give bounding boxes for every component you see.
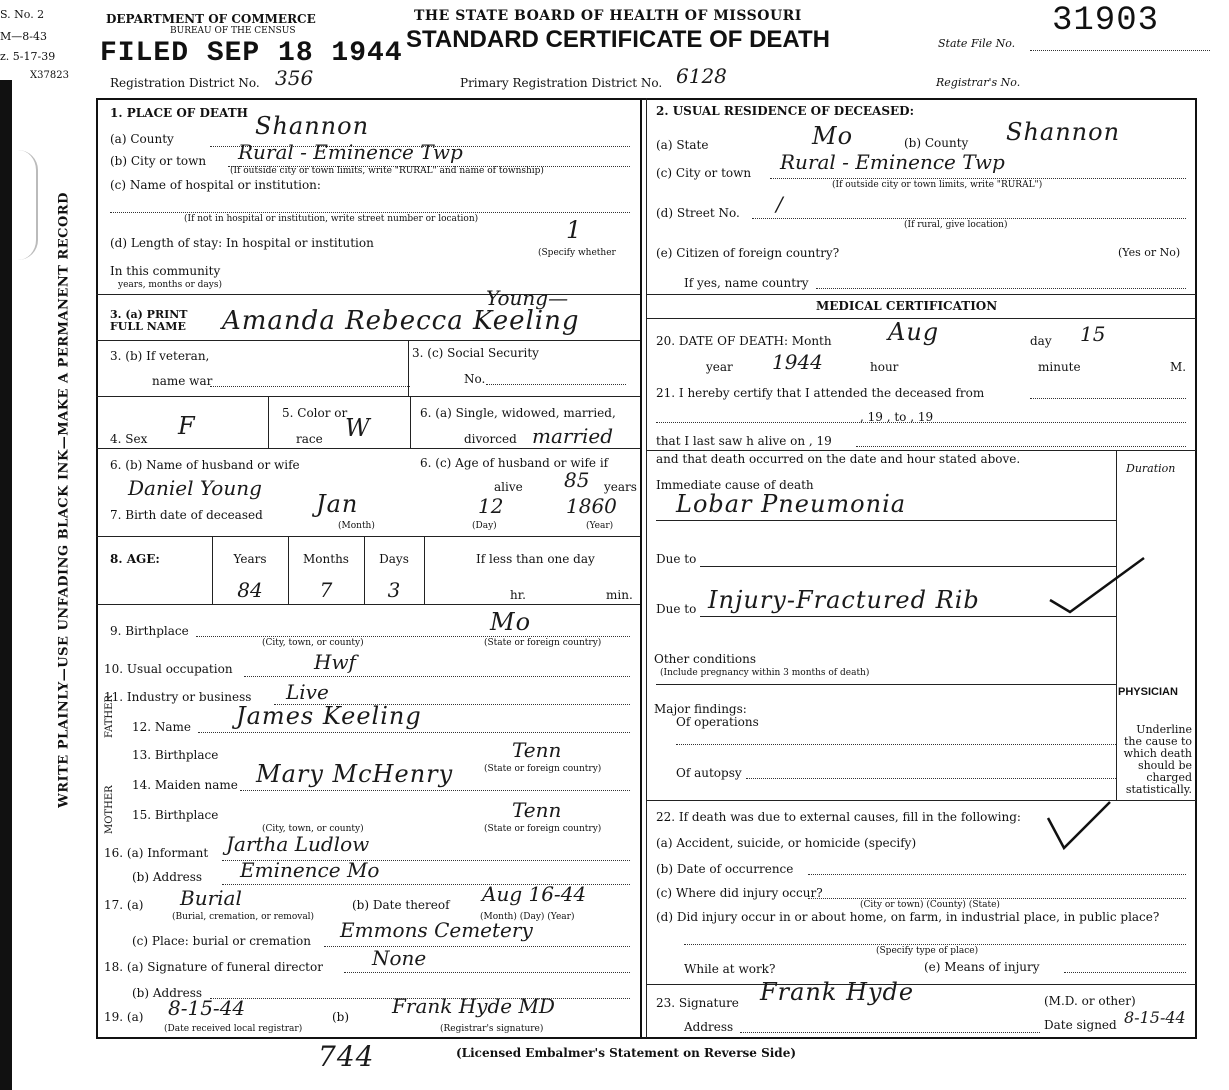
min-label: min.: [606, 588, 633, 602]
divorced-label: divorced: [464, 432, 517, 446]
underline-note: Underline the cause to which death should be charged statistically.: [1123, 723, 1192, 796]
birthplace-city-note: (City, town, or county): [262, 638, 364, 648]
citizen-label: (e) Citizen of foreign country?: [656, 246, 840, 260]
bottom-number: 744: [318, 1040, 375, 1073]
city-note: (If outside city or town limits, write "RURAL" and name of township): [230, 166, 544, 176]
date-thereof-value: Aug 16-44: [482, 882, 587, 906]
residence-county-label: (b) County: [904, 136, 969, 150]
father-name-label: 12. Name: [132, 720, 192, 734]
birthplace-label: 9. Birthplace: [110, 624, 189, 638]
color-label: 5. Color or: [282, 406, 348, 420]
death-day-value: 15: [1080, 322, 1106, 346]
funeral-director-label: 18. (a) Signature of funeral director: [104, 960, 323, 974]
age-years-label: Years: [233, 552, 267, 566]
age-months-label: Months: [303, 552, 349, 566]
specify-whether: (Specify whether: [538, 248, 616, 258]
death-year-value: 1944: [772, 350, 823, 374]
md-other-label: (M.D. or other): [1044, 994, 1136, 1008]
birth-year-label: (Year): [586, 521, 614, 531]
residence-label: 2. USUAL RESIDENCE OF DECEASED:: [656, 104, 915, 118]
husband-value: Daniel Young: [128, 476, 262, 500]
filed-stamp: FILED SEP 18 1944: [100, 38, 403, 69]
birth-date-label: 7. Birth date of deceased: [110, 508, 263, 522]
due-to-value: Injury-Fractured Rib: [708, 586, 980, 614]
father-name-value: James Keeling: [236, 702, 422, 730]
place-burial-label: (c) Place: burial or cremation: [132, 934, 311, 948]
board-title: THE STATE BOARD OF HEALTH OF MISSOURI: [414, 8, 802, 24]
city-value: Rural - Eminence Twp: [238, 140, 463, 164]
certify-from-line: , 19 , to , 19: [860, 410, 934, 424]
age-years-value: 84: [237, 578, 263, 602]
checkmark-icon: [1040, 550, 1150, 620]
informant-address-value: Eminence Mo: [240, 858, 380, 882]
duration-label: Duration: [1126, 462, 1176, 475]
major-findings-label: Major findings:: [654, 702, 747, 716]
immediate-cause-value: Lobar Pneumonia: [676, 490, 907, 518]
birth-year-value: 1860: [566, 494, 617, 518]
street-note: (If rural, give location): [904, 220, 1008, 230]
funeral-director-value: None: [372, 946, 427, 970]
hospital-note: (If not in hospital or institution, write street number or location): [184, 214, 479, 224]
while-at-work-label: While at work?: [684, 962, 776, 976]
name-label-a: 3. (a) PRINT: [110, 308, 188, 321]
operations-label: Of operations: [676, 715, 759, 729]
occupation-label: 10. Usual occupation: [104, 662, 233, 676]
certificate-number: 31903: [1052, 2, 1160, 40]
signature-value: Frank Hyde: [760, 978, 915, 1006]
registrar-sig-value: Frank Hyde MD: [392, 994, 555, 1018]
bureau-label: BUREAU OF THE CENSUS: [170, 26, 296, 36]
received-value: 8-15-44: [168, 996, 246, 1020]
last-saw-label: that I last saw h alive on , 19: [656, 434, 832, 448]
margin-vertical-text: WRITE PLAINLY—USE UNFADING BLACK INK—MAKE A PERMANENT RECORD: [56, 192, 72, 808]
margin-code1: M—8-43: [0, 30, 47, 43]
primary-district-value: 6128: [676, 64, 727, 88]
street-value: /: [776, 192, 783, 216]
margin-code3: X37823: [30, 70, 69, 81]
reg-district-value: 356: [275, 66, 314, 90]
name-label-b: FULL NAME: [110, 320, 186, 333]
registrar-sig-label: (b): [332, 1010, 350, 1024]
death-m-label: M.: [1170, 360, 1187, 374]
name-above: Young—: [486, 286, 569, 310]
binding-mark: [14, 150, 38, 260]
age-months-value: 7: [319, 578, 333, 602]
residence-county-value: Shannon: [1006, 118, 1121, 146]
death-day-label: day: [1030, 334, 1052, 348]
registrar-sig-note: (Registrar's signature): [440, 1024, 544, 1034]
mother-birthplace-label: 15. Birthplace: [132, 808, 219, 822]
date-thereof-note: (Month) (Day) (Year): [480, 912, 575, 922]
due-to-label-2: Due to: [656, 602, 697, 616]
funeral-address-label: (b) Address: [132, 986, 203, 1000]
residence-city-value: Rural - Eminence Twp: [780, 150, 1005, 174]
death-hour-label: hour: [870, 360, 899, 374]
other-conditions-label: Other conditions: [654, 652, 757, 666]
place-burial-value: Emmons Cemetery: [340, 918, 533, 942]
age-label: 8. AGE:: [110, 552, 160, 566]
physician-address-label: Address: [684, 1020, 734, 1034]
race-label: race: [296, 432, 323, 446]
other-conditions-note: (Include pregnancy within 3 months of death): [660, 668, 870, 678]
burial-label: 17. (a): [104, 898, 144, 912]
veteran-label: 3. (b) If veteran,: [110, 349, 210, 363]
county-value: Shannon: [255, 112, 370, 140]
burial-note: (Burial, cremation, or removal): [172, 912, 315, 922]
where-injury-note: (City or town) (County) (State): [860, 900, 1000, 910]
birthplace-state-note: (State or foreign country): [484, 638, 602, 648]
state-file-label: State File No.: [938, 37, 1016, 50]
street-label: (d) Street No.: [656, 206, 740, 220]
due-to-label-1: Due to: [656, 552, 697, 566]
informant-label: 16. (a) Informant: [104, 846, 209, 860]
death-year-label: year: [706, 360, 733, 374]
age-days-label: Days: [379, 552, 409, 566]
autopsy-label: Of autopsy: [676, 766, 742, 780]
margin-s-no: S. No. 2: [0, 8, 45, 21]
social-no-label: No.: [464, 372, 486, 386]
physician-label: PHYSICIAN: [1118, 686, 1178, 698]
informant-address-label: (b) Address: [132, 870, 203, 884]
means-injury-label: (e) Means of injury: [924, 960, 1040, 974]
primary-district-label: Primary Registration District No.: [460, 76, 663, 90]
margin-code2: z. 5-17-39: [0, 50, 56, 63]
birth-day-label: (Day): [472, 521, 497, 531]
age-husband-label: 6. (c) Age of husband or wife if: [420, 456, 609, 470]
city-label: (b) City or town: [110, 154, 207, 168]
residence-city-note: (If outside city or town limits, write "RURAL"): [832, 180, 1043, 190]
stay-value: 1: [566, 216, 583, 244]
home-injury-label: (d) Did injury occur in or about home, on farm, in industrial place, in public place?: [656, 910, 1160, 924]
received-note: (Date received local registrar): [164, 1024, 303, 1034]
father-birthplace-label: 13. Birthplace: [132, 748, 219, 762]
burial-value: Burial: [180, 886, 242, 910]
residence-state-value: Mo: [812, 122, 854, 150]
father-state-note: (State or foreign country): [484, 764, 602, 774]
mother-side-label: MOTHER: [104, 785, 115, 834]
sex-value: F: [178, 412, 196, 440]
stay-label: (d) Length of stay: In hospital or institution: [110, 236, 374, 250]
registrar-no-label: Registrar's No.: [936, 76, 1021, 89]
hospital-label: (c) Name of hospital or institution:: [110, 178, 321, 192]
signature-label: 23. Signature: [656, 996, 739, 1010]
occupation-value: Hwf: [314, 650, 356, 674]
external-causes-label: 22. If death was due to external causes, fill in the following:: [656, 810, 1021, 824]
maiden-label: 14. Maiden name: [132, 778, 238, 792]
date-signed-value: 8-15-44: [1124, 1008, 1186, 1027]
informant-value: Jartha Ludlow: [226, 832, 370, 856]
date-signed-label: Date signed: [1044, 1018, 1117, 1032]
where-injury-label: (c) Where did injury occur?: [656, 886, 823, 900]
certificate-title: STANDARD CERTIFICATE OF DEATH: [406, 26, 830, 53]
marital-label: 6. (a) Single, widowed, married,: [420, 406, 616, 420]
residence-state-label: (a) State: [656, 138, 709, 152]
date-thereof-label: (b) Date thereof: [352, 898, 450, 912]
mother-city-note: (City, town, or county): [262, 824, 364, 834]
birth-month-value: Jan: [316, 490, 359, 518]
birthplace-value: Mo: [490, 608, 532, 636]
race-value: W: [345, 414, 371, 442]
community-label: In this community: [110, 264, 221, 278]
certify-label: 21. I hereby certify that I attended the deceased from: [656, 386, 985, 400]
occurred-label: and that death occurred on the date and hour stated above.: [656, 452, 1021, 466]
age-husband-value: 85: [564, 468, 590, 492]
specify-place-note: (Specify type of place): [876, 946, 979, 956]
checkmark-icon-2: [1040, 796, 1120, 856]
sex-label: 4. Sex: [110, 432, 148, 446]
name-war-label: name war: [152, 374, 213, 388]
death-minute-label: minute: [1038, 360, 1081, 374]
mother-birthplace-value: Tenn: [512, 798, 562, 822]
occurrence-label: (b) Date of occurrence: [656, 862, 794, 876]
birth-month-label: (Month): [338, 521, 375, 531]
community-note: years, months or days): [118, 280, 222, 290]
dept-label: DEPARTMENT OF COMMERCE: [106, 12, 316, 26]
age-days-value: 3: [387, 578, 401, 602]
county-label: (a) County: [110, 132, 174, 146]
marital-value: married: [532, 424, 614, 448]
date-of-death-label: 20. DATE OF DEATH: Month: [656, 334, 832, 348]
husband-label: 6. (b) Name of husband or wife: [110, 458, 300, 472]
alive-label: alive: [494, 480, 523, 494]
industry-value: Live: [286, 680, 329, 704]
father-side-label: FATHER: [104, 695, 115, 738]
yes-name-country-label: If yes, name country: [684, 276, 809, 290]
maiden-value: Mary McHenry: [256, 760, 454, 788]
accident-label: (a) Accident, suicide, or homicide (specify): [656, 836, 917, 850]
embalmer-note: (Licensed Embalmer's Statement on Reverse Side): [456, 1046, 797, 1060]
less-than-day-label: If less than one day: [476, 552, 595, 566]
birth-day-value: 12: [478, 494, 504, 518]
years-label: years: [604, 480, 637, 494]
yes-no-label: (Yes or No): [1118, 246, 1181, 259]
place-of-death-label: 1. PLACE OF DEATH: [110, 106, 248, 120]
full-name-value: Amanda Rebecca Keeling: [222, 306, 580, 336]
industry-label: 11. Industry or business: [104, 690, 252, 704]
reg-district-label: Registration District No.: [110, 76, 260, 90]
immediate-cause-label: Immediate cause of death: [656, 478, 814, 492]
margin-black-bar: [0, 80, 12, 1090]
hr-label: hr.: [510, 588, 526, 602]
social-security-label: 3. (c) Social Security: [412, 346, 539, 360]
residence-city-label: (c) City or town: [656, 166, 752, 180]
death-month-value: Aug: [888, 318, 940, 346]
received-label: 19. (a): [104, 1010, 144, 1024]
mother-state-note: (State or foreign country): [484, 824, 602, 834]
medical-certification-label: MEDICAL CERTIFICATION: [816, 299, 998, 313]
father-birthplace-value: Tenn: [512, 738, 562, 762]
